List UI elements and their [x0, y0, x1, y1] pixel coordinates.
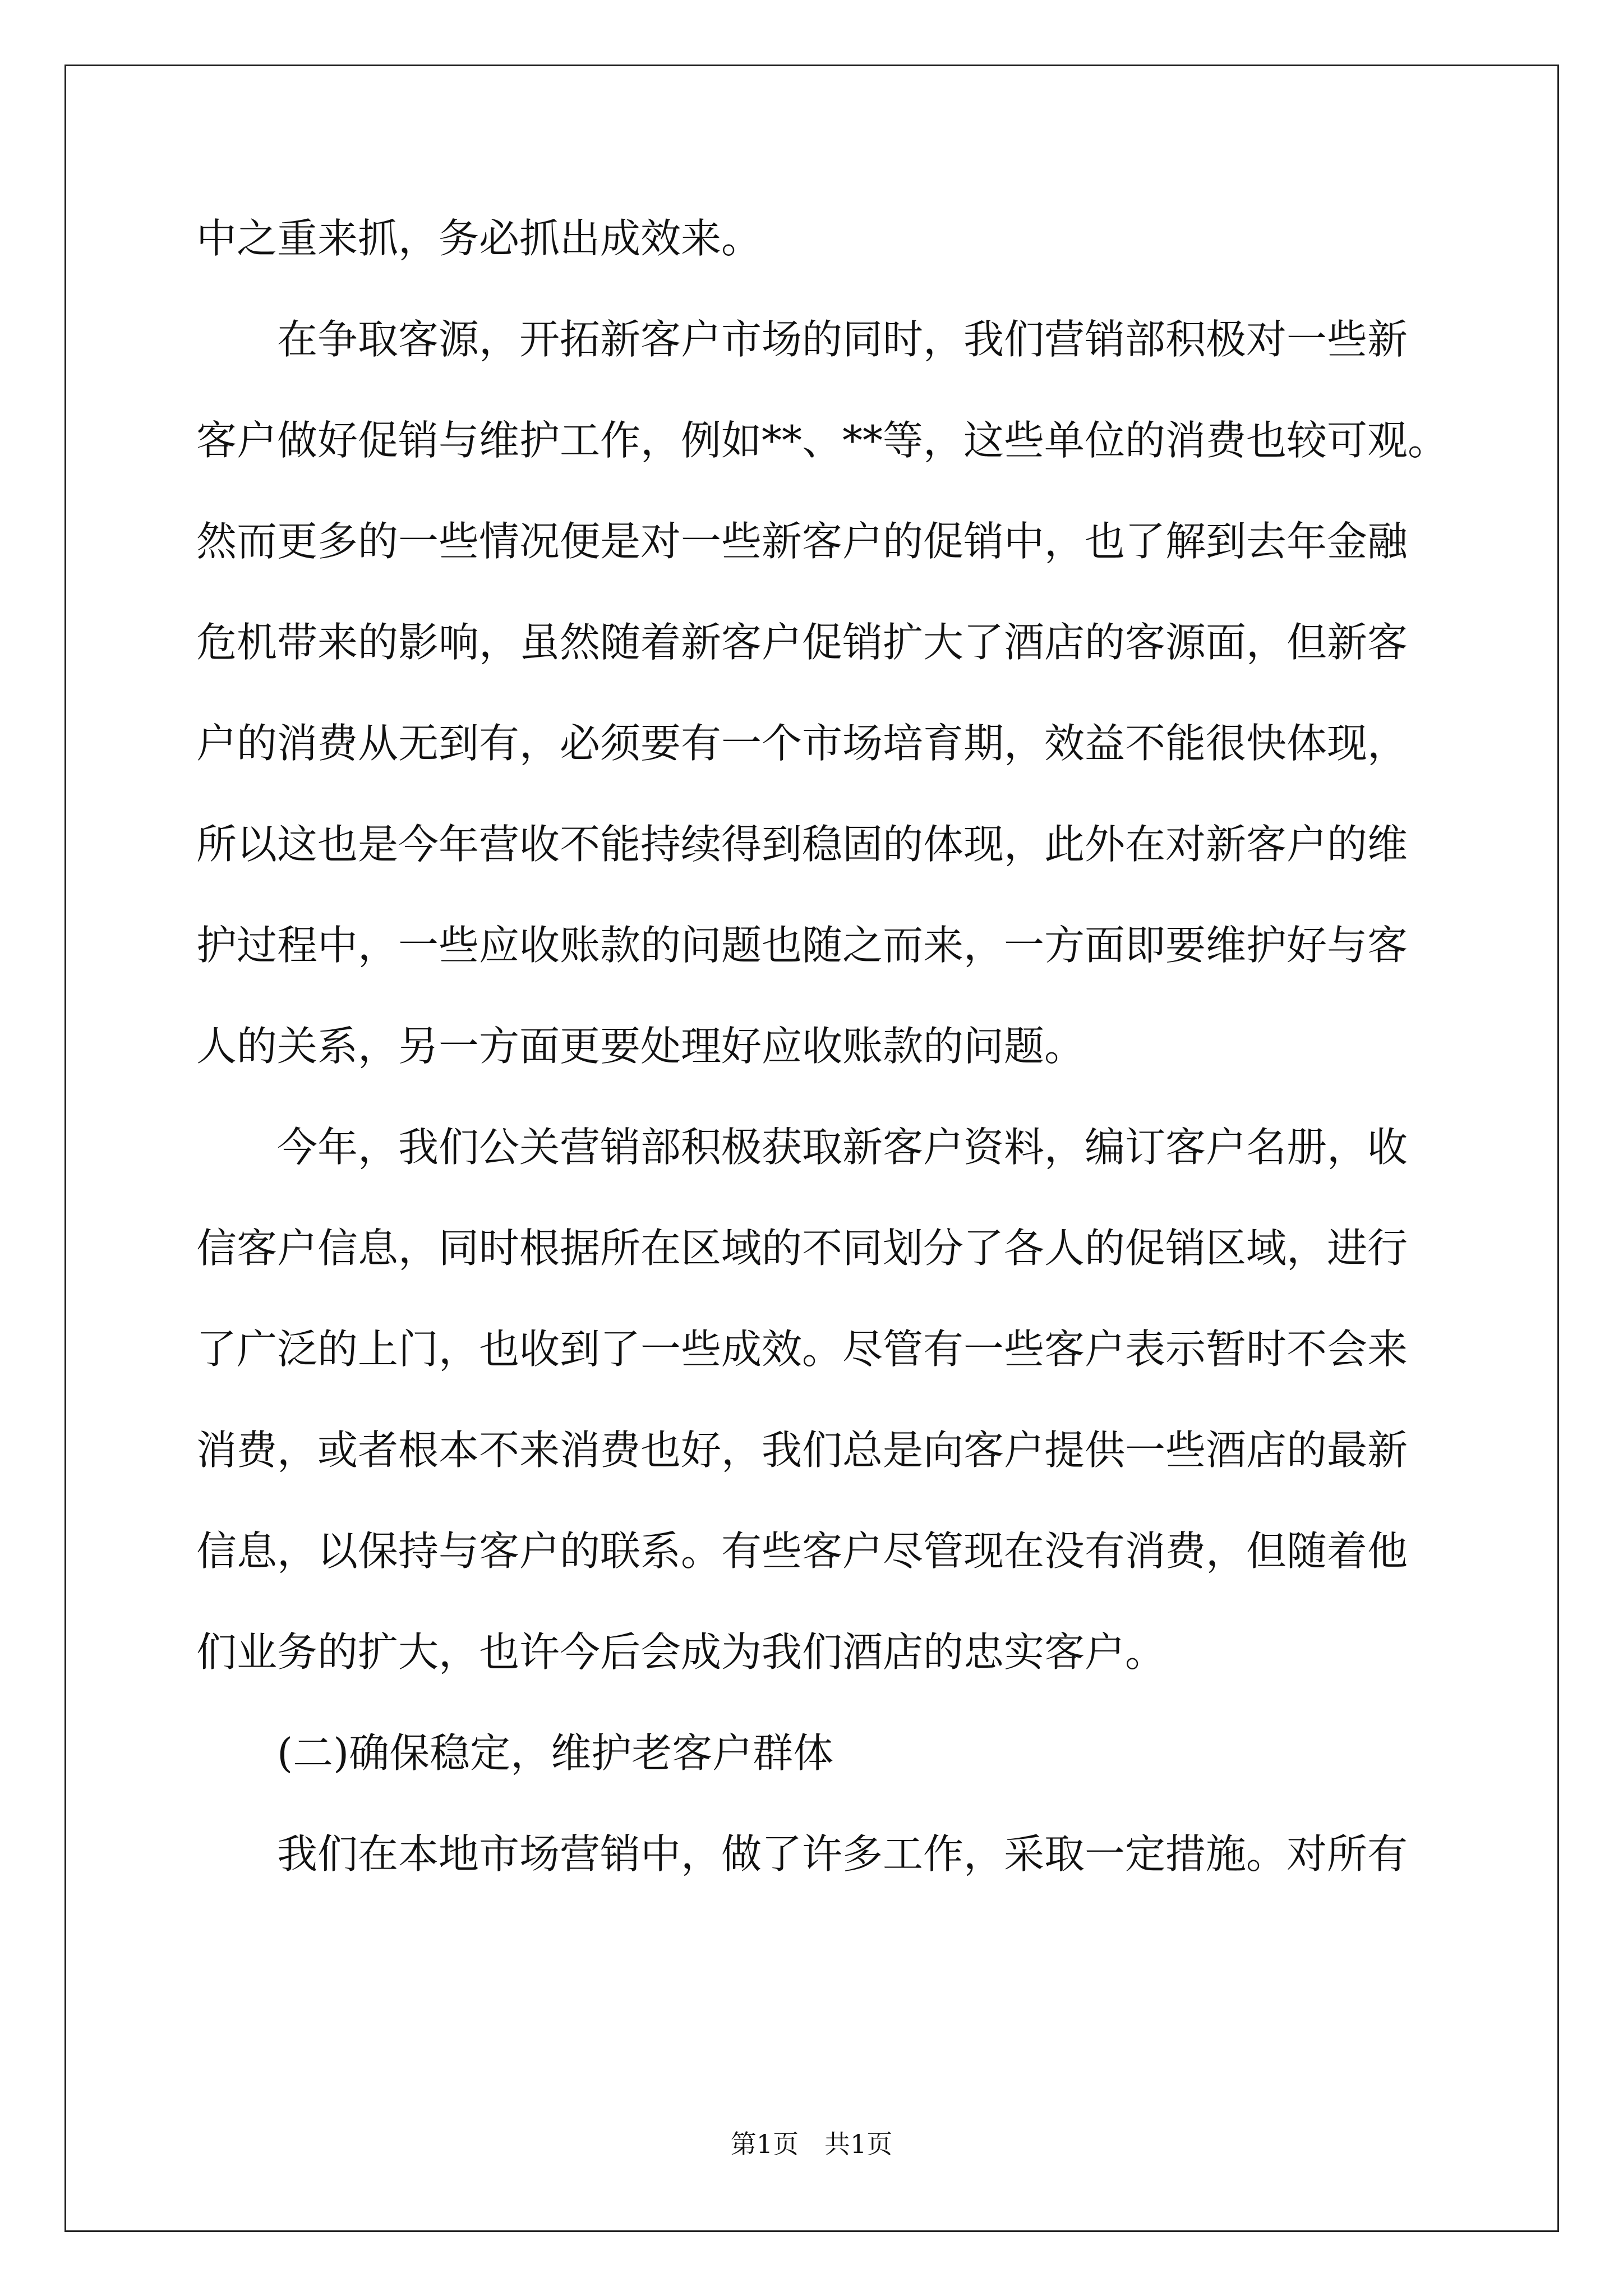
text-line: 然而更多的一些情况便是对一些新客户的促销中，也了解到去年金融 [196, 518, 1408, 565]
text-line: 护过程中，一些应收账款的问题也随之而来，一方面即要维护好与客 [196, 922, 1408, 969]
text-line: 消费，或者根本不来消费也好，我们总是向客户提供一些酒店的最新 [196, 1427, 1408, 1474]
text-line: 人的关系，另一方面更要处理好应收账款的问题。 [196, 1023, 1085, 1070]
text-line: 中之重来抓，务必抓出成效来。 [196, 215, 762, 262]
text-line: 危机带来的影响，虽然随着新客户促销扩大了酒店的客源面，但新客 [196, 619, 1408, 666]
section-heading: (二)确保稳定，维护老客户群体 [196, 1729, 834, 1777]
text-line: 今年，我们公关营销部积极获取新客户资料，编订客户名册，收 [196, 1124, 1408, 1171]
text-line: 们业务的扩大，也许今后会成为我们酒店的忠实客户。 [196, 1628, 1166, 1676]
text-line: 我们在本地市场营销中，做了许多工作，采取一定措施。对所有 [196, 1830, 1408, 1878]
text-line: 信客户信息，同时根据所在区域的不同划分了各人的促销区域，进行 [196, 1225, 1408, 1272]
text-line: 了广泛的上门，也收到了一些成效。尽管有一些客户表示暂时不会来 [196, 1326, 1408, 1373]
page-number-footer: 第1页 共1页 [730, 2129, 893, 2159]
text-line: 在争取客源，开拓新客户市场的同时，我们营销部积极对一些新 [196, 316, 1408, 363]
text-line: 户的消费从无到有，必须要有一个市场培育期，效益不能很快体现， [196, 720, 1408, 767]
text-line: 客户做好促销与维护工作，例如**、**等，这些单位的消费也较可观。 [196, 417, 1449, 464]
text-line: 信息，以保持与客户的联系。有些客户尽管现在没有消费，但随着他 [196, 1527, 1408, 1575]
text-line: 所以这也是今年营收不能持续得到稳固的体现，此外在对新客户的维 [196, 821, 1408, 868]
